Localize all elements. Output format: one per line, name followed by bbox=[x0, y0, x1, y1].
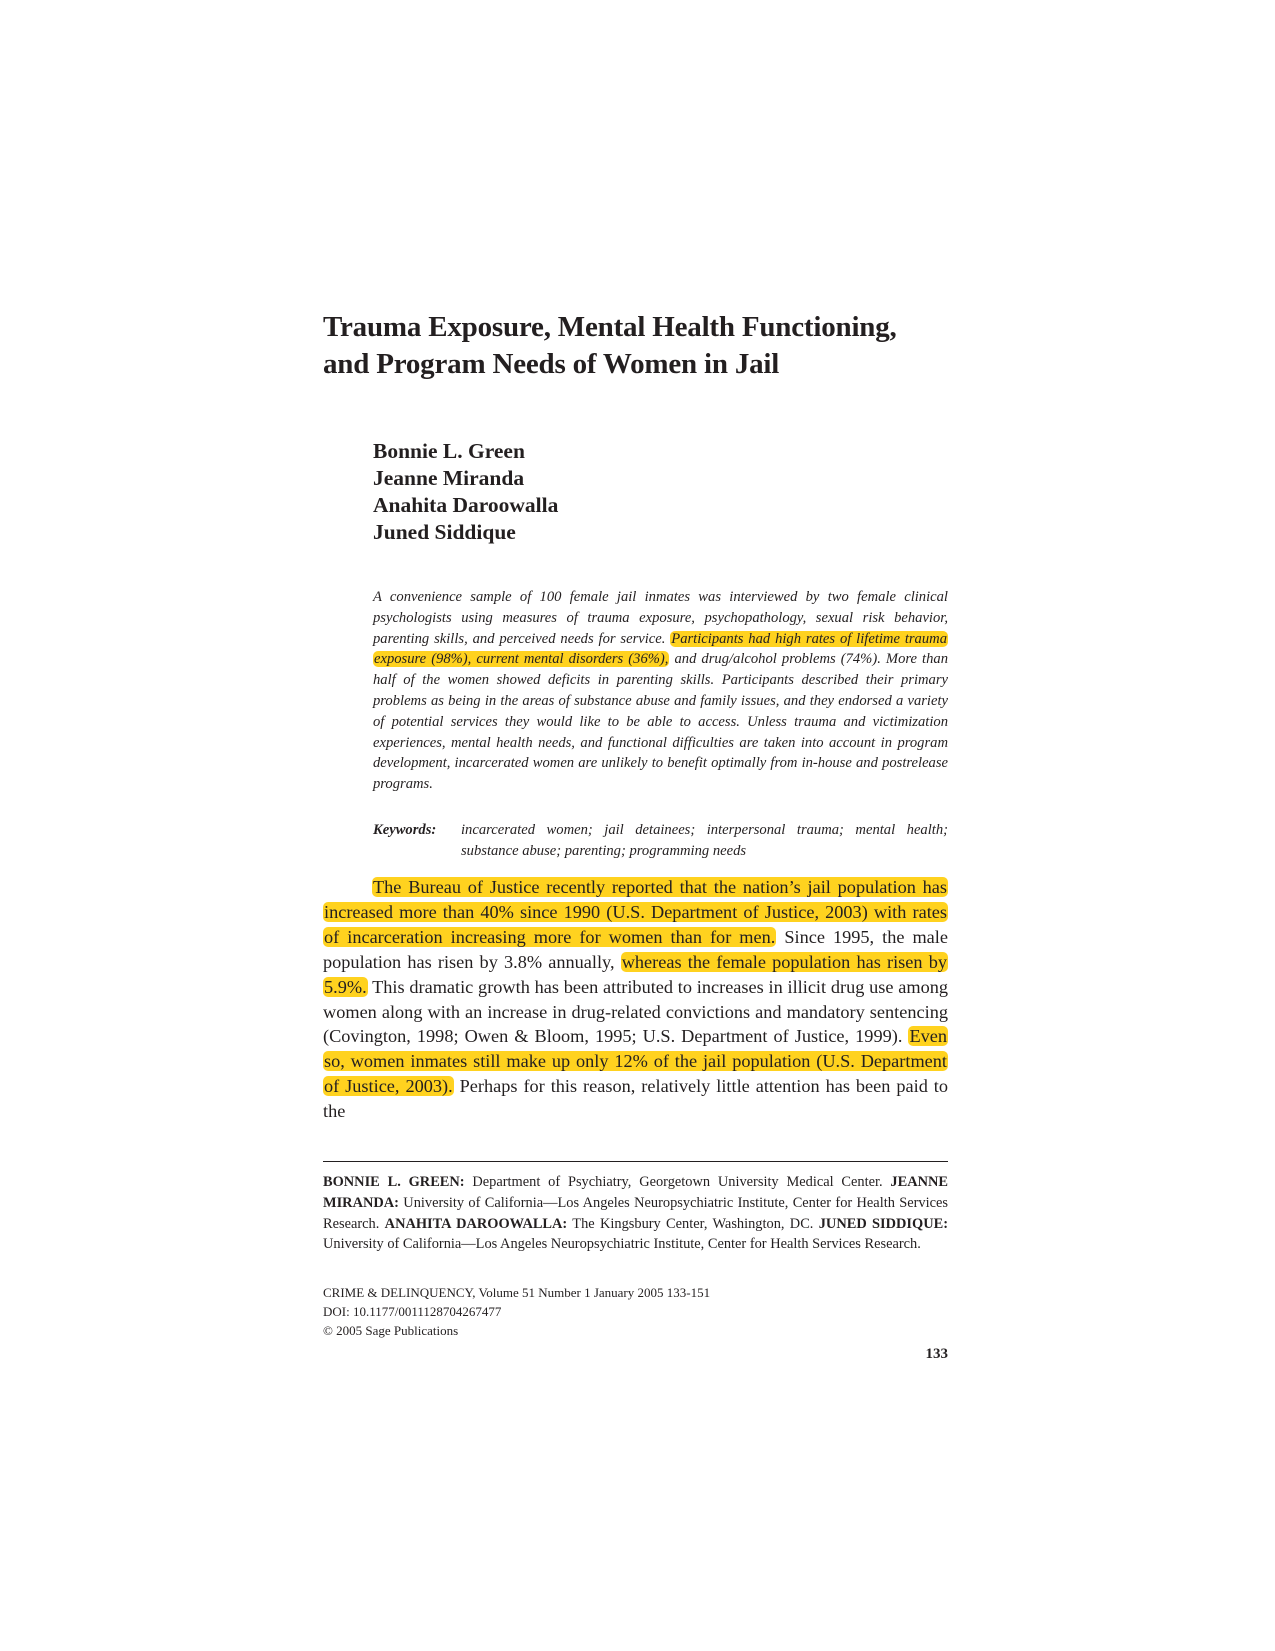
affiliation-author: ANAHITA DAROOWALLA: bbox=[384, 1215, 568, 1232]
keywords-label: Keywords: bbox=[373, 822, 437, 838]
author-affiliations bbox=[323, 1172, 948, 1255]
journal-doi: DOI: 10.1177/0011128704267477 bbox=[323, 1304, 502, 1319]
journal-info bbox=[323, 1283, 710, 1340]
body-paragraph bbox=[323, 875, 948, 1124]
abstract-highlight: Participants had high rates of lifetime trauma exposure (98%), current mental disorders (36%), bbox=[374, 630, 947, 668]
affiliation-author: BONNIE L. GREEN: bbox=[323, 1174, 465, 1190]
abstract bbox=[373, 587, 948, 795]
body-text: Since 1995, the male population has risen by 3.8% annually, bbox=[323, 926, 948, 972]
affiliation-author: JEANNE MIRANDA: bbox=[323, 1174, 948, 1211]
page-number: 133 bbox=[925, 1346, 948, 1362]
author-list bbox=[373, 438, 558, 546]
author-name: Juned Siddique bbox=[373, 520, 516, 544]
affiliation-text: University of California—Los Angeles Neuropsychiatric Institute, Center for Health Services Research. bbox=[323, 1236, 921, 1253]
affiliation-text: University of California—Los Angeles Neuropsychiatric Institute, Center for Health Services Research. bbox=[323, 1194, 948, 1232]
body-highlight: The Bureau of Justice recently reported that the nation’s jail population has increased more than 40% since 1990 (U.S. Department of Justice, 2003) with rates of incarceration increasing more for women than for men. bbox=[324, 877, 947, 947]
author-name: Bonnie L. Green bbox=[373, 439, 525, 463]
keywords-text: incarcerated women; jail detainees; interpersonal trauma; mental health; substance abuse; parenting; programming needs bbox=[461, 822, 948, 859]
journal-copyright: © 2005 Sage Publications bbox=[323, 1323, 459, 1338]
journal-citation: CRIME & DELINQUENCY, Volume 51 Number 1 January 2005 133-151 bbox=[323, 1285, 711, 1300]
abstract-text: A convenience sample of 100 female jail inmates was interviewed by two female clinical psychologists using measures of trauma exposure, psychopathology, sexual risk behavior, parenting skills, and perceived needs for service. bbox=[373, 589, 948, 647]
body-text: This dramatic growth has been attributed to increases in illicit drug use among women along with an increase in drug-related convictions and mandatory sentencing (Covington, 1998; Owen & Bloom, 1995; U.S. Department of Justice, 1999). bbox=[323, 976, 948, 1047]
abstract-text: and drug/alcohol problems (74%). More than half of the women showed deficits in parenting skills. Participants described their primary problems as being in the areas of substance abuse and family issues, and they endorsed a variety of potential services they would like to be able to access. Unless trauma and victimization experiences, mental health needs, and functional difficulties are taken into account in program development, incarcerated women are unlikely to benefit optimally from in-house and postrelease programs. bbox=[373, 651, 948, 793]
affiliation-text: The Kingsbury Center, Washington, DC. bbox=[572, 1215, 814, 1232]
footnote-divider bbox=[323, 1161, 948, 1162]
body-highlight: whereas the female population has risen by 5.9%. bbox=[324, 951, 947, 997]
affiliation-author: JUNED SIDDIQUE: bbox=[818, 1215, 948, 1232]
body-highlight: Even so, women inmates still make up only 12% of the jail population (U.S. Department of Justice, 2003). bbox=[324, 1026, 947, 1097]
paper-title-line-2: and Program Needs of Women in Jail bbox=[323, 348, 780, 380]
author-name: Anahita Daroowalla bbox=[373, 493, 559, 517]
paper-title-line-1: Trauma Exposure, Mental Health Functioning, bbox=[323, 311, 897, 343]
author-name: Jeanne Miranda bbox=[373, 466, 525, 490]
body-text: Perhaps for this reason, relatively little attention has been paid to the bbox=[323, 1076, 949, 1122]
affiliation-text: Department of Psychiatry, Georgetown University Medical Center. bbox=[472, 1174, 883, 1190]
paper-title bbox=[323, 309, 963, 383]
